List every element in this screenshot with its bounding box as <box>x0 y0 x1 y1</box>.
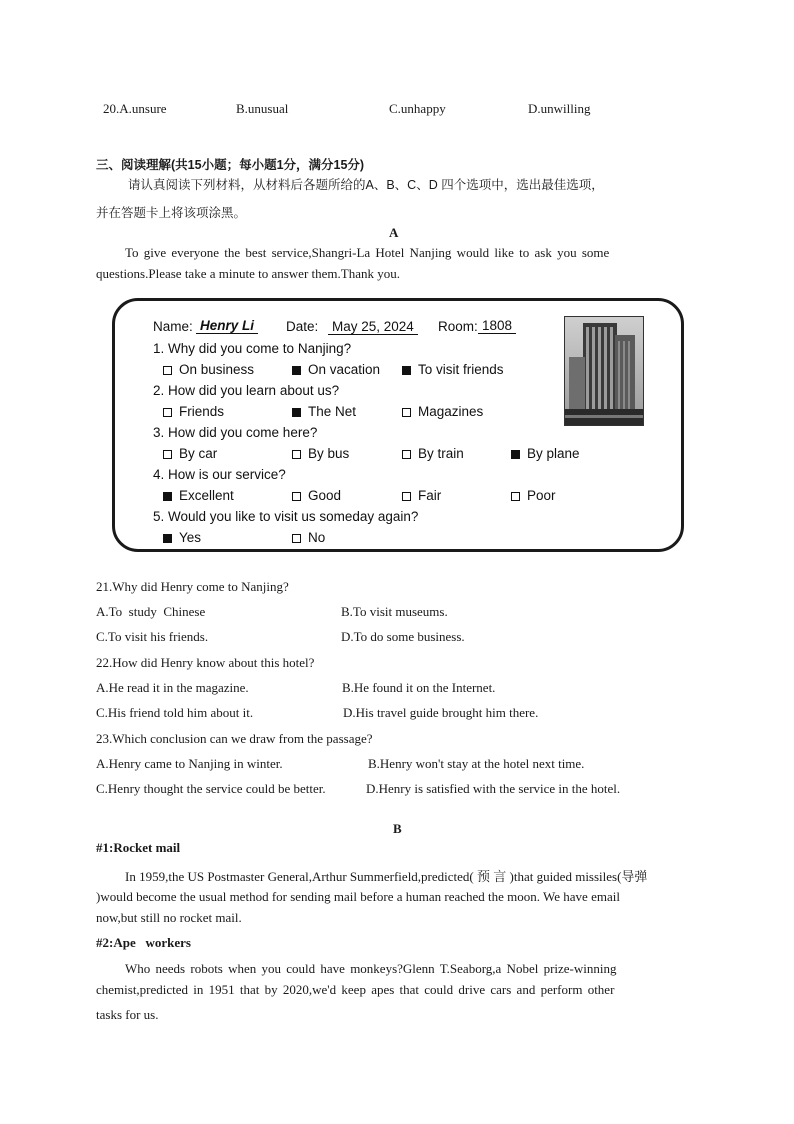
date-label: Date: <box>286 319 319 334</box>
survey-option: By train <box>402 446 464 461</box>
survey-question-1: 1. Why did you come to Nanjing? <box>153 341 352 356</box>
checkbox-filled-icon <box>163 534 172 543</box>
q22-option-a: A.He read it in the magazine. <box>96 680 249 695</box>
checkbox-empty-icon <box>163 408 172 417</box>
survey-option: By plane <box>511 446 580 461</box>
passage-a-intro-line2: questions.Please take a minute to answer them.Thank you. <box>96 266 400 281</box>
passage-b-p2-line3: tasks for us. <box>96 1007 159 1022</box>
survey-question-4: 4. How is our service? <box>153 467 286 482</box>
passage-b-p1-line2: )would become the usual method for sending mail before a human reached the moon. We have email <box>96 889 620 904</box>
q21-option-a: A.To study Chinese <box>96 604 206 619</box>
q21-option-d: D.To do some business. <box>341 629 465 644</box>
survey-option: Excellent <box>163 488 234 503</box>
q21-option-b: B.To visit museums. <box>341 604 448 619</box>
survey-option: Fair <box>402 488 441 503</box>
checkbox-filled-icon <box>292 366 301 375</box>
checkbox-empty-icon <box>292 492 301 501</box>
checkbox-empty-icon <box>402 492 411 501</box>
q23-stem: 23.Which conclusion can we draw from the passage? <box>96 731 373 746</box>
q20-option-c: C.unhappy <box>389 101 446 116</box>
checkbox-empty-icon <box>163 366 172 375</box>
name-label: Name: <box>153 319 193 334</box>
q22-option-b: B.He found it on the Internet. <box>342 680 496 695</box>
date-value: May 25, 2024 <box>328 319 418 335</box>
section-heading: 三、阅读理解(共15小题；每小题1分，满分15分) <box>96 158 365 172</box>
survey-option: To visit friends <box>402 362 504 377</box>
passage-a-label: A <box>389 225 399 240</box>
q23-option-d: D.Henry is satisfied with the service in the hotel. <box>366 781 621 796</box>
survey-option: Good <box>292 488 341 503</box>
passage-b-p2-line2: chemist,predicted in 1951 that by 2020,we'd keep apes that could drive cars and perform other <box>96 982 615 997</box>
passage-b-heading-1: #1:Rocket mail <box>96 840 181 855</box>
survey-option: Yes <box>163 530 201 545</box>
passage-b-p1-line1: In 1959,the US Postmaster General,Arthur Summerfield,predicted( 预 言 )that guided missiles(导弹 <box>125 869 648 884</box>
survey-option: By car <box>163 446 217 461</box>
passage-b-p2-line1: Who needs robots when you could have monkeys?Glenn T.Seaborg,a Nobel prize-winning <box>125 961 617 976</box>
passage-b-heading-2: #2:Ape workers <box>96 935 191 950</box>
q22-option-c: C.His friend told him about it. <box>96 705 254 720</box>
survey-option: Magazines <box>402 404 483 419</box>
passage-b-p1-line3: now,but still no rocket mail. <box>96 910 242 925</box>
survey-option: On vacation <box>292 362 380 377</box>
checkbox-filled-icon <box>292 408 301 417</box>
q21-stem: 21.Why did Henry come to Nanjing? <box>96 579 289 594</box>
survey-option: Friends <box>163 404 224 419</box>
checkbox-empty-icon <box>402 450 411 459</box>
q23-option-b: B.Henry won't stay at the hotel next time. <box>368 756 585 771</box>
room-value: 1808 <box>478 318 516 334</box>
q22-stem: 22.How did Henry know about this hotel? <box>96 655 315 670</box>
q21-option-c: C.To visit his friends. <box>96 629 209 644</box>
passage-b-label: B <box>393 821 402 836</box>
q23-option-a: A.Henry came to Nanjing in winter. <box>96 756 283 771</box>
section-instruction-line2: 并在答题卡上将该项涂黑。 <box>96 206 247 220</box>
checkbox-empty-icon <box>292 534 301 543</box>
checkbox-filled-icon <box>163 492 172 501</box>
survey-option: On business <box>163 362 254 377</box>
survey-question-2: 2. How did you learn about us? <box>153 383 340 398</box>
survey-question-3: 3. How did you come here? <box>153 425 318 440</box>
q20-option-d: D.unwilling <box>528 101 591 116</box>
survey-option: Poor <box>511 488 556 503</box>
section-instruction-line1: 请认真阅读下列材料，从材料后各题所给的A、B、C、D 四个选项中，选出最佳选项， <box>128 178 604 192</box>
checkbox-empty-icon <box>511 492 520 501</box>
q22-option-d: D.His travel guide brought him there. <box>343 705 539 720</box>
survey-question-5: 5. Would you like to visit us someday again? <box>153 509 419 524</box>
hotel-building-photo <box>564 316 644 426</box>
survey-option: The Net <box>292 404 356 419</box>
q23-option-c: C.Henry thought the service could be better. <box>96 781 326 796</box>
checkbox-empty-icon <box>402 408 411 417</box>
checkbox-filled-icon <box>402 366 411 375</box>
passage-a-intro-line1: To give everyone the best service,Shangri-La Hotel Nanjing would like to ask you some <box>125 245 610 260</box>
checkbox-empty-icon <box>163 450 172 459</box>
survey-option: By bus <box>292 446 349 461</box>
checkbox-filled-icon <box>511 450 520 459</box>
survey-option: No <box>292 530 325 545</box>
checkbox-empty-icon <box>292 450 301 459</box>
room-label: Room: <box>438 319 478 334</box>
name-value: Henry Li <box>196 318 258 334</box>
q20-option-b: B.unusual <box>236 101 289 116</box>
q20-option-a: 20.A.unsure <box>103 101 167 116</box>
